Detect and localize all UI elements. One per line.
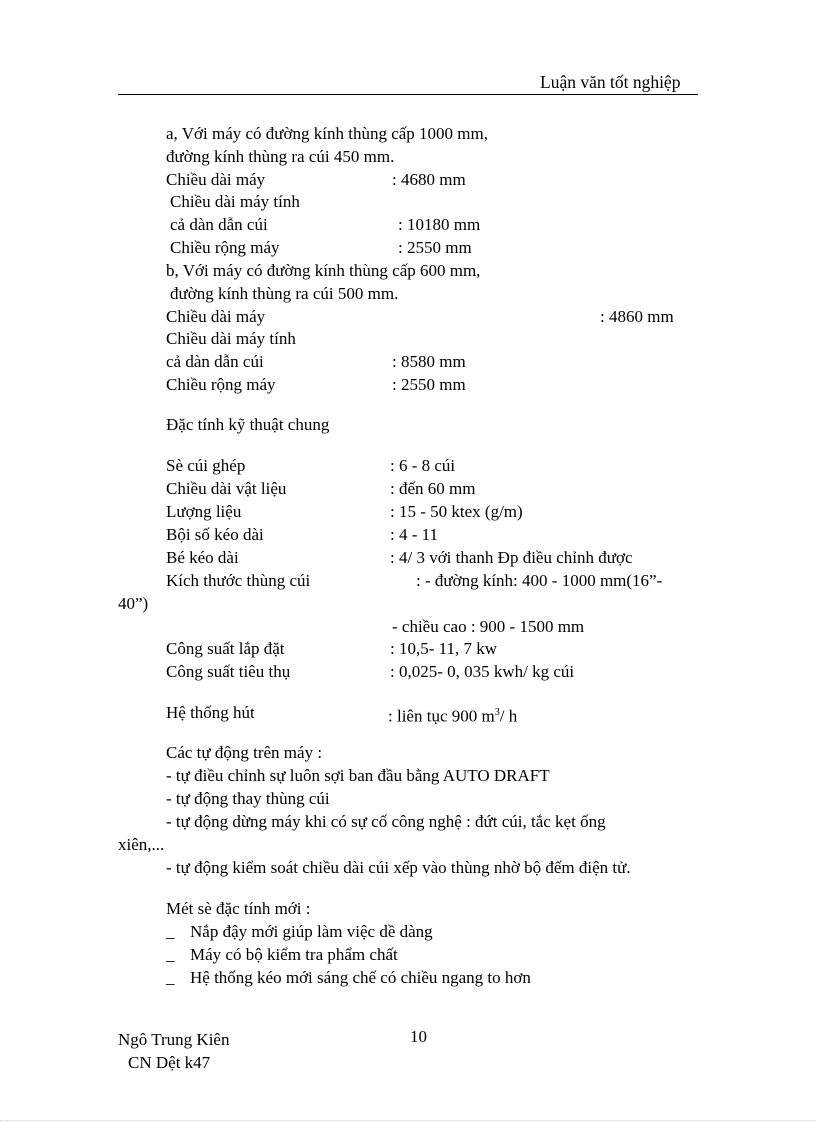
spec-b-length-value: : 4860 mm — [600, 307, 674, 326]
feature-item-text: Nắp đậy mới giúp làm việc dề dàng — [190, 922, 433, 941]
page-bottom-edge — [0, 1120, 816, 1121]
spec-a-width-label: Chiều rộng máy — [170, 238, 280, 257]
suction-label: Hệ thống hút — [166, 703, 255, 722]
general-item-value: : 6 - 8 cúi — [390, 456, 456, 475]
spec-a-length-incl-label-1: Chiều dài máy tính — [170, 192, 300, 211]
spec-a-length-value: : 4680 mm — [392, 170, 466, 189]
general-item-label: Chiều dài vật liệu — [166, 479, 287, 498]
general-item-label: Bội số kéo dài — [166, 525, 264, 544]
feature-item — [166, 922, 433, 942]
spec-a-width-value: : 2550 mm — [398, 238, 472, 257]
power-use-value: : 0,025- 0, 035 kwh/ kg cúi — [390, 662, 575, 681]
auto-line-3-wrap: xiên,... — [118, 835, 165, 854]
suction-unit: / h — [499, 706, 518, 726]
spec-b-length-incl-label-1: Chiều dài máy tính — [166, 329, 296, 348]
spec-b-length-incl-value: : 8580 mm — [392, 352, 466, 371]
feature-item — [166, 968, 531, 988]
bullet-dash-icon: _ — [166, 922, 175, 941]
bullet-dash-icon: _ — [166, 968, 175, 987]
auto-line-1: - tự điều chỉnh sự luôn sợi ban đầu bằng AUTO DRAFT — [166, 766, 550, 785]
suction-value-text: : liên tục 900 m — [388, 706, 495, 726]
can-size-label: Kích thước thùng cúi — [166, 571, 311, 590]
spec-a-line-2: đường kính thùng ra cúi 450 mm. — [166, 147, 395, 166]
footer-class: CN Dệt k47 — [128, 1053, 211, 1072]
features-heading: Mét sè đặc tính mới : — [166, 899, 311, 918]
header-rule — [118, 94, 698, 95]
can-height-value: - chiều cao : 900 - 1500 mm — [392, 617, 585, 636]
auto-heading: Các tự động trên máy : — [166, 743, 323, 762]
power-install-value: : 10,5- 11, 7 kw — [390, 639, 498, 658]
auto-line-4: - tự động kiểm soát chiều dài cúi xếp vào thùng nhờ bộ đếm điện tử. — [166, 858, 631, 877]
spec-b-length-incl-label-2: cả dàn dẫn cúi — [166, 352, 264, 371]
spec-a-length-label: Chiều dài máy — [166, 170, 266, 189]
can-size-value: : - đường kính: 400 - 1000 mm(16”- — [416, 571, 663, 590]
auto-line-3: - tự động dừng máy khi có sự cố công nghệ : đứt cúi, tắc kẹt ống — [166, 812, 606, 831]
feature-item-text: Máy có bộ kiểm tra phẩm chất — [190, 945, 398, 964]
feature-item-text: Hệ thống kéo mới sáng chế có chiều ngang to hơn — [190, 968, 531, 987]
footer-author: Ngô Trung Kiên — [118, 1030, 230, 1049]
spec-b-width-value: : 2550 mm — [392, 375, 466, 394]
running-header: Luận văn tốt nghiệp — [540, 72, 681, 92]
bullet-dash-icon: _ — [166, 945, 175, 964]
general-item-value: : đến 60 mm — [390, 479, 476, 498]
power-use-label: Công suất tiêu thụ — [166, 662, 291, 681]
spec-a-length-incl-label-2: cả dàn dẫn cúi — [170, 215, 268, 234]
spec-b-width-label: Chiều rộng máy — [166, 375, 276, 394]
general-item-label: Lượng liệu — [166, 502, 242, 521]
spec-b-length-label: Chiều dài máy — [166, 307, 266, 326]
spec-b-line-2: đường kính thùng ra cúi 500 mm. — [170, 284, 399, 303]
general-item-label: Sè cúi ghép — [166, 456, 246, 475]
can-size-wrap: 40”) — [118, 594, 149, 613]
spec-a-line-1: a, Với máy có đường kính thùng cấp 1000 mm, — [166, 124, 488, 143]
auto-line-2: - tự động thay thùng cúi — [166, 789, 330, 808]
general-item-value: : 4/ 3 với thanh Đp điều chỉnh được — [390, 548, 633, 567]
power-install-label: Công suất lắp đặt — [166, 639, 285, 658]
general-heading: Đặc tính kỹ thuật chung — [166, 415, 330, 434]
spec-b-line-1: b, Với máy có đường kính thùng cấp 600 mm, — [166, 261, 481, 280]
suction-value — [388, 703, 517, 727]
general-item-value: : 4 - 11 — [390, 525, 439, 544]
general-item-label: Bé kéo dài — [166, 548, 239, 567]
spec-a-length-incl-value: : 10180 mm — [398, 215, 481, 234]
footer-page-number: 10 — [410, 1027, 427, 1046]
suction-superscript: 3 — [494, 707, 500, 718]
general-item-value: : 15 - 50 ktex (g/m) — [390, 502, 523, 521]
feature-item — [166, 945, 398, 965]
